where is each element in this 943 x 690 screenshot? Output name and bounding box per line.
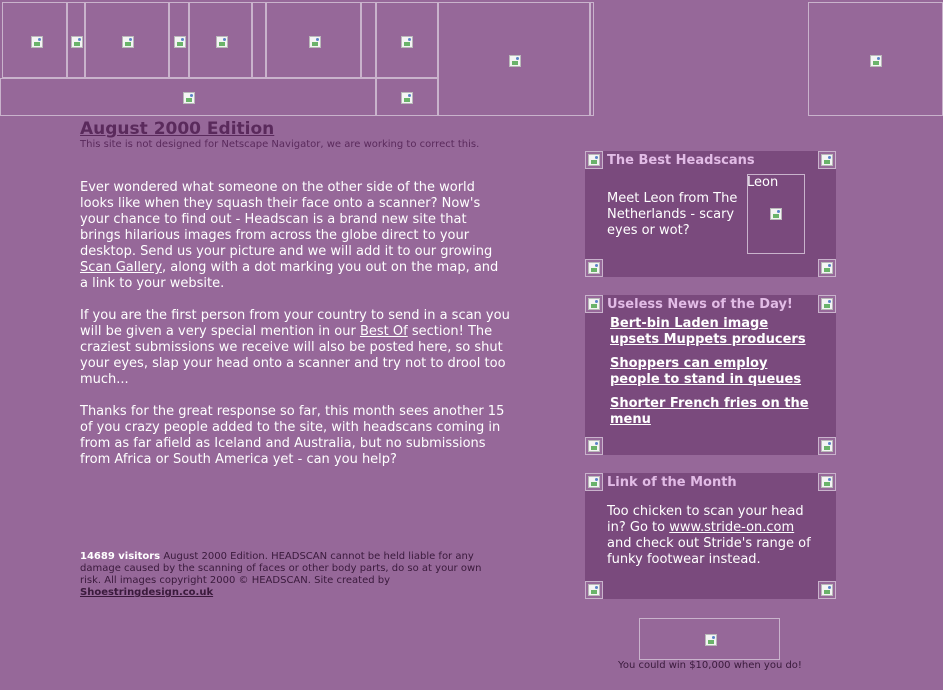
banner-slice[interactable] (376, 2, 438, 78)
panel-title: Useless News of the Day! (607, 297, 793, 312)
panel-corner (818, 473, 836, 491)
banner-slice[interactable] (590, 2, 594, 116)
broken-image-icon (183, 92, 195, 104)
intro-text: section! The craziest submissions we receive will also be posted here, so shut your eyes, slap your head onto a scanner and try not to drool too much... (80, 324, 506, 387)
scan-gallery-link[interactable]: Scan Gallery (80, 260, 163, 275)
panel-corner (818, 259, 836, 277)
best-headscan-text: Meet Leon from The Netherlands - scary eyes or wot? (607, 191, 738, 238)
banner-slice[interactable] (252, 2, 266, 78)
banner-slice[interactable] (2, 2, 67, 78)
intro-text: If you are the first person from your country to send in a scan you will be given a very special mention in our (80, 308, 510, 339)
broken-image-icon (821, 298, 833, 310)
panel-corner (585, 259, 603, 277)
intro-paragraph-3: Thanks for the great response so far, this month sees another 15 of you crazy people added to the site, with headscans coming in from as far afield as Iceland and Australia, but no submissions from Africa or South America yet - can you help? (80, 404, 505, 467)
photo-caption: Leon (747, 175, 779, 190)
broken-image-icon (821, 476, 833, 488)
panel-corner (585, 151, 603, 169)
best-headscans-panel (585, 151, 836, 277)
news-link[interactable]: Shorter French fries on the menu (610, 396, 809, 427)
prize-banner[interactable] (639, 618, 780, 660)
banner-slice[interactable] (67, 2, 85, 78)
broken-image-icon (122, 36, 134, 48)
intro-paragraph-1 (80, 180, 510, 292)
broken-image-icon (588, 262, 600, 274)
intro-text: Ever wondered what someone on the other side of the world looks like when they squash their face onto a scanner? Now's your chance to find out - Headscan is a brand new site that brings hilarious images from across the globe direct to your desktop. Send us your picture and we will add it to our growing (80, 180, 493, 259)
broken-image-icon (401, 36, 413, 48)
panel-corner (818, 295, 836, 313)
banner-slice[interactable] (376, 78, 438, 116)
banner-slice[interactable] (85, 2, 169, 78)
panel-title: The Best Headscans (607, 153, 755, 168)
panel-corner (818, 581, 836, 599)
broken-image-icon (821, 262, 833, 274)
link-text: Too chicken to scan your head in? Go to (607, 504, 804, 535)
news-link[interactable]: Shoppers can employ people to stand in queues (610, 356, 802, 387)
browser-notice: This site is not designed for Netscape Navigator, we are working to correct this. (80, 139, 480, 150)
page-title[interactable]: August 2000 Edition (80, 119, 275, 139)
broken-image-icon (588, 298, 600, 310)
broken-image-icon (821, 154, 833, 166)
disclaimer-text: August 2000 Edition. HEADSCAN cannot be held liable for any damage caused by the scanning of faces or other body parts, do so at your own risk. All images copyright 2000 © HEADSCAN. Site created by (80, 551, 482, 586)
link-text: and check out Stride's range of funky footwear instead. (607, 536, 811, 567)
banner-slice[interactable] (189, 2, 252, 78)
panel-title: Link of the Month (607, 475, 737, 490)
panel-corner (585, 473, 603, 491)
broken-image-icon (821, 440, 833, 452)
credit-link[interactable]: Shoestringdesign.co.uk (80, 587, 214, 598)
broken-image-icon (31, 36, 43, 48)
panel-corner (585, 295, 603, 313)
panel-corner (818, 151, 836, 169)
broken-image-icon (174, 36, 186, 48)
broken-image-icon (309, 36, 321, 48)
banner-slice[interactable] (0, 78, 376, 116)
panel-corner (585, 437, 603, 455)
panel-corner (818, 437, 836, 455)
leon-photo[interactable] (747, 174, 805, 254)
broken-image-icon (588, 154, 600, 166)
broken-image-icon (401, 92, 413, 104)
broken-image-icon (588, 476, 600, 488)
broken-image-icon (870, 55, 882, 67)
broken-image-icon (216, 36, 228, 48)
broken-image-icon (770, 208, 782, 220)
banner-slice[interactable] (169, 2, 189, 78)
banner-slice[interactable] (361, 2, 376, 78)
broken-image-icon (705, 634, 717, 646)
broken-image-icon (509, 55, 521, 67)
banner-logo-slice[interactable] (808, 2, 943, 116)
link-of-month-text (607, 504, 822, 568)
banner-slice[interactable] (266, 2, 361, 78)
panel-corner (585, 581, 603, 599)
stride-on-link[interactable]: www.stride-on.com (669, 520, 795, 535)
link-of-month-panel (585, 473, 836, 599)
broken-image-icon (588, 584, 600, 596)
footer (80, 551, 500, 599)
intro-paragraph-2 (80, 308, 510, 388)
best-of-link[interactable]: Best Of (359, 324, 408, 339)
visitor-counter: 14689 visitors (80, 551, 161, 562)
banner-slice[interactable] (438, 2, 590, 116)
broken-image-icon (821, 584, 833, 596)
useless-news-panel (585, 295, 836, 455)
broken-image-icon (588, 440, 600, 452)
news-link[interactable]: Bert-bin Laden image upsets Muppets producers (610, 316, 806, 347)
prize-text: You could win $10,000 when you do! (618, 660, 802, 671)
broken-image-icon (71, 36, 83, 48)
intro-text: , along with a dot marking you out on the map, and a link to your website. (80, 260, 499, 291)
